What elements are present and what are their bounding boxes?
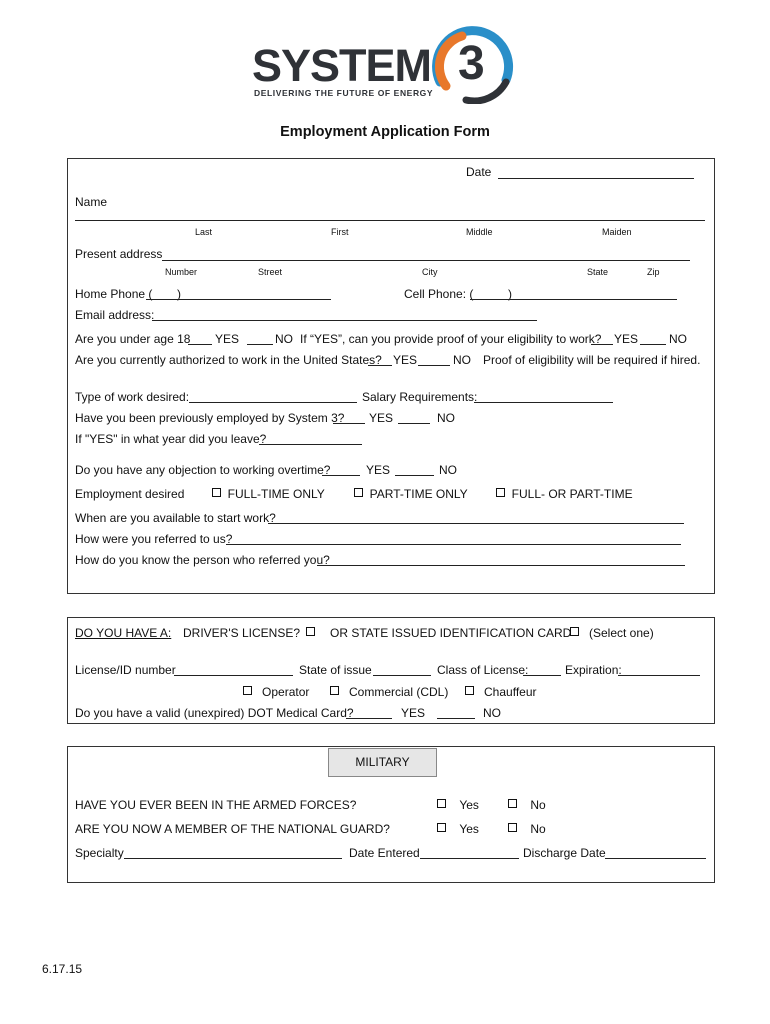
drivers-license-label: DRIVER'S LICENSE? xyxy=(183,626,300,640)
previous-yes-label: YES xyxy=(369,411,394,425)
checkbox-icon[interactable] xyxy=(243,686,252,695)
address-label: Present address xyxy=(75,247,163,261)
checkbox-icon[interactable] xyxy=(437,799,446,808)
proof-question: If “YES”, can you provide proof of your eligibility to work? xyxy=(300,332,602,346)
chauffeur-label: Chauffeur xyxy=(484,685,537,699)
national-guard-question: ARE YOU NOW A MEMBER OF THE NATIONAL GUARD? xyxy=(75,822,390,836)
expiration-label: Expiration: xyxy=(565,663,622,677)
overtime-yes-input[interactable] xyxy=(322,475,360,476)
age-question: Are you under age 18 xyxy=(75,332,191,346)
email-input[interactable] xyxy=(152,320,537,321)
discharge-date-label: Discharge Date xyxy=(523,846,606,860)
work-type-label: Type of work desired: xyxy=(75,390,190,404)
part-time-option[interactable] xyxy=(354,487,468,501)
armed-forces-question: HAVE YOU EVER BEEN IN THE ARMED FORCES? xyxy=(75,798,357,812)
checkbox-icon[interactable] xyxy=(437,823,446,832)
logo-wordmark: SYSTEM xyxy=(252,40,432,91)
date-label: Date xyxy=(466,165,492,179)
email-label: Email address: xyxy=(75,308,155,322)
page-title: Employment Application Form xyxy=(280,124,490,140)
home-phone-input[interactable] xyxy=(146,299,331,300)
address-number-caption: Number xyxy=(165,267,198,277)
drivers-license-checkbox[interactable] xyxy=(306,626,315,640)
referrer-question: How do you know the person who referred you? xyxy=(75,553,330,567)
overtime-no-label: NO xyxy=(439,463,457,477)
address-zip-caption: Zip xyxy=(647,267,660,277)
overtime-no-input[interactable] xyxy=(395,475,434,476)
referrer-input[interactable] xyxy=(317,565,685,566)
state-of-issue-input[interactable] xyxy=(373,675,431,676)
armed-forces-yes-label: Yes xyxy=(459,798,479,812)
checkbox-icon[interactable] xyxy=(465,686,474,695)
state-id-checkbox[interactable] xyxy=(570,626,579,640)
authorized-no-label: NO xyxy=(453,353,471,367)
proof-no-input[interactable] xyxy=(640,344,666,345)
specialty-label: Specialty xyxy=(75,846,124,860)
authorized-question: Are you currently authorized to work in the United States? xyxy=(75,353,382,367)
expiration-input[interactable] xyxy=(618,675,700,676)
national-guard-no-label: No xyxy=(530,822,546,836)
previous-no-input[interactable] xyxy=(398,423,430,424)
dot-no-label: NO xyxy=(483,706,501,720)
armed-forces-yes-option[interactable] xyxy=(437,798,479,812)
national-guard-yes-label: Yes xyxy=(459,822,479,836)
license-number-label: License/ID number xyxy=(75,663,176,677)
eligibility-note: Proof of eligibility will be required if hired. xyxy=(483,353,701,367)
national-guard-yes-option[interactable] xyxy=(437,822,479,836)
armed-forces-no-option[interactable] xyxy=(508,798,546,812)
date-input[interactable] xyxy=(498,178,694,179)
start-date-input[interactable] xyxy=(268,523,684,524)
state-id-label: OR STATE ISSUED IDENTIFICATION CARD xyxy=(330,626,572,640)
full-or-part-time-option[interactable] xyxy=(496,487,633,501)
referral-question: How were you referred to us? xyxy=(75,532,233,546)
logo-digit: 3 xyxy=(458,37,485,90)
logo-tagline: DELIVERING THE FUTURE OF ENERGY xyxy=(254,88,434,98)
armed-forces-no-label: No xyxy=(530,798,546,812)
name-label: Name xyxy=(75,195,108,209)
license-class-label: Class of License: xyxy=(437,663,529,677)
address-street-caption: Street xyxy=(258,267,283,277)
age-yes-input[interactable] xyxy=(188,344,212,345)
full-time-label: FULL-TIME ONLY xyxy=(227,487,325,501)
previous-no-label: NO xyxy=(437,411,455,425)
work-type-input[interactable] xyxy=(189,402,357,403)
authorized-no-input[interactable] xyxy=(418,365,450,366)
home-phone-paren: ) xyxy=(177,287,181,301)
national-guard-no-option[interactable] xyxy=(508,822,546,836)
checkbox-icon[interactable] xyxy=(306,627,315,636)
checkbox-icon[interactable] xyxy=(354,488,363,497)
year-left-question: If "YES" in what year did you leave? xyxy=(75,432,267,446)
salary-label: Salary Requirements: xyxy=(362,390,478,404)
age-no-label: NO xyxy=(275,332,293,346)
cdl-option[interactable] xyxy=(330,685,448,699)
date-entered-input[interactable] xyxy=(420,858,519,859)
select-one-note: (Select one) xyxy=(589,626,654,640)
operator-option[interactable] xyxy=(243,685,309,699)
chauffeur-option[interactable] xyxy=(465,685,537,699)
proof-yes-input[interactable] xyxy=(591,344,613,345)
dot-yes-input[interactable] xyxy=(346,718,392,719)
date-entered-label: Date Entered xyxy=(349,846,420,860)
do-you-have-label: DO YOU HAVE A: xyxy=(75,626,172,640)
operator-label: Operator xyxy=(262,685,310,699)
dot-no-input[interactable] xyxy=(437,718,475,719)
name-first-caption: First xyxy=(331,227,349,237)
state-of-issue-label: State of issue xyxy=(299,663,372,677)
checkbox-icon[interactable] xyxy=(570,627,579,636)
full-or-part-time-label: FULL- OR PART-TIME xyxy=(511,487,633,501)
dot-card-question: Do you have a valid (unexpired) DOT Medical Card? xyxy=(75,706,354,720)
full-time-option[interactable] xyxy=(212,487,325,501)
referral-input[interactable] xyxy=(226,544,681,545)
name-middle-caption: Middle xyxy=(466,227,493,237)
name-maiden-caption: Maiden xyxy=(602,227,632,237)
dot-yes-label: YES xyxy=(401,706,426,720)
overtime-yes-label: YES xyxy=(366,463,391,477)
checkbox-icon[interactable] xyxy=(508,823,517,832)
home-phone-label: Home Phone ( xyxy=(75,287,153,301)
authorized-yes-label: YES xyxy=(393,353,418,367)
cell-phone-label: Cell Phone: ( xyxy=(404,287,474,301)
name-input[interactable] xyxy=(75,220,705,221)
license-class-input[interactable] xyxy=(523,675,561,676)
discharge-date-input[interactable] xyxy=(605,858,706,859)
cell-phone-paren: ) xyxy=(508,287,512,301)
name-last-caption: Last xyxy=(195,227,213,237)
part-time-label: PART-TIME ONLY xyxy=(369,487,468,501)
license-number-input[interactable] xyxy=(174,675,293,676)
military-header: MILITARY xyxy=(328,748,437,777)
proof-no-label: NO xyxy=(669,332,687,346)
address-city-caption: City xyxy=(422,267,438,277)
form-version: 6.17.15 xyxy=(42,962,83,976)
checkbox-icon[interactable] xyxy=(508,799,517,808)
address-input[interactable] xyxy=(162,260,690,261)
specialty-input[interactable] xyxy=(124,858,342,859)
proof-yes-label: YES xyxy=(614,332,639,346)
age-yes-label: YES xyxy=(215,332,240,346)
cell-phone-input[interactable] xyxy=(470,299,677,300)
overtime-question: Do you have any objection to working overtime? xyxy=(75,463,331,477)
checkbox-icon[interactable] xyxy=(212,488,221,497)
year-left-input[interactable] xyxy=(259,444,362,445)
age-no-input[interactable] xyxy=(247,344,273,345)
authorized-yes-input[interactable] xyxy=(368,365,392,366)
employment-desired-label: Employment desired xyxy=(75,487,185,501)
address-state-caption: State xyxy=(587,267,609,277)
checkbox-icon[interactable] xyxy=(330,686,339,695)
previous-yes-input[interactable] xyxy=(333,423,365,424)
start-date-question: When are you available to start work? xyxy=(75,511,276,525)
cdl-label: Commercial (CDL) xyxy=(349,685,449,699)
applicant-info-section xyxy=(67,158,715,594)
previous-employment-question: Have you been previously employed by System 3? xyxy=(75,411,345,425)
salary-input[interactable] xyxy=(474,402,613,403)
checkbox-icon[interactable] xyxy=(496,488,505,497)
